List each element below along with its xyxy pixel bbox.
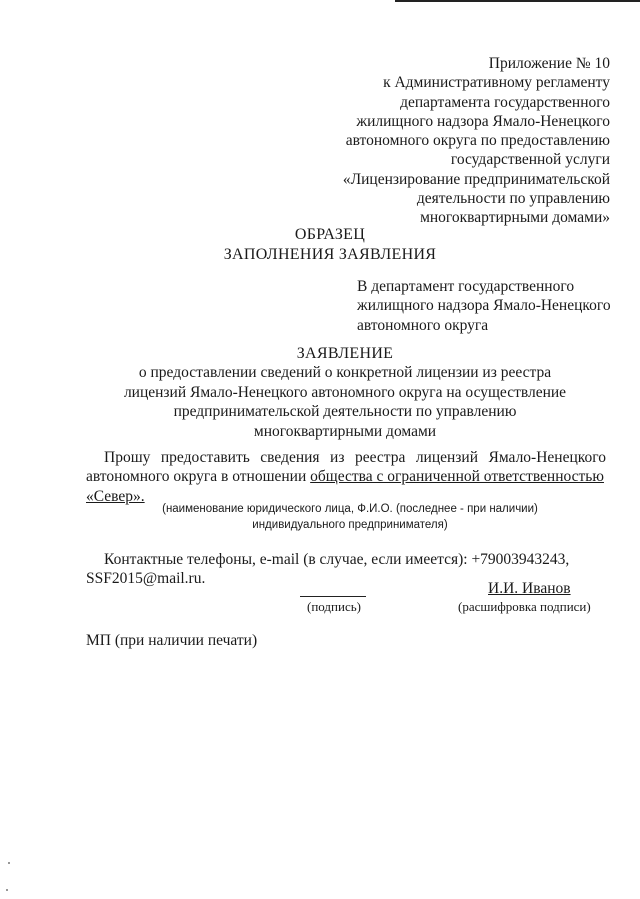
request-word: Прошу — [104, 449, 151, 466]
statement-heading: ЗАЯВЛЕНИЕ — [296, 345, 394, 362]
appendix-line: «Лицензирование предпринимательской — [342, 170, 610, 188]
addressee-block — [357, 277, 627, 335]
top-edge-rule — [395, 0, 640, 2]
scan-speck — [6, 889, 8, 891]
stamp-note: МП (при наличии печати) — [86, 632, 258, 649]
appendix-line: жилищного надзора Ямало-Ненецкого — [356, 112, 610, 130]
scan-speck — [8, 862, 10, 864]
request-line-1 — [86, 448, 606, 467]
appendix-line: многоквартирными домами» — [420, 209, 610, 227]
addressee-line: автономного округа — [357, 316, 489, 334]
appendix-line: государственной услуги — [450, 151, 610, 169]
appendix-line: департамента государственного — [400, 93, 610, 111]
name-note-line2: индивидуального предпринимателя) — [252, 518, 448, 531]
request-paragraph — [86, 448, 606, 506]
statement-subject-line: многоквартирными домами — [253, 422, 437, 440]
contacts-line1: Контактные телефоны, e-mail (в случае, если имеется): +79003943243, — [104, 551, 570, 568]
request-line-2-prefix: автономного округа в отношении — [86, 468, 311, 486]
statement-subject-line: о предоставлении сведений о конкретной лицензии из реестра — [138, 364, 552, 382]
request-word: Ямало-Ненецкого — [488, 449, 606, 466]
signature-label: (подпись) — [307, 599, 361, 614]
contacts-line2: SSF2015@mail.ru. — [86, 570, 206, 588]
request-word: сведения — [260, 449, 320, 466]
appendix-line: деятельности по управлению — [416, 190, 610, 208]
appendix-line: Приложение № 10 — [488, 55, 610, 72]
name-note-line1: (наименование юридического лица, Ф.И.О. (последнее - при наличии) — [162, 503, 538, 515]
addressee-line: жилищного надзора Ямало-Ненецкого — [357, 297, 611, 315]
appendix-reference — [280, 54, 610, 228]
addressee-line: В департамент государственного — [357, 278, 575, 295]
signature-decode-label: (расшифровка подписи) — [458, 599, 591, 614]
signatory-name: И.И. Иванов — [488, 580, 571, 597]
organization-name: «Север». — [86, 487, 145, 505]
sample-title-line1: ОБРАЗЕЦ — [294, 226, 366, 243]
organization-form: общества с ограниченной ответственностью — [310, 468, 604, 486]
request-line-2 — [86, 467, 606, 486]
request-word: предоставить — [160, 449, 250, 466]
request-word: реестра — [354, 449, 406, 466]
appendix-line: к Административному регламенту — [383, 74, 610, 92]
signature-line — [300, 596, 366, 597]
sample-title-line2: ЗАПОЛНЕНИЯ ЗАЯВЛЕНИЯ — [223, 246, 437, 263]
name-field-note — [100, 502, 600, 533]
request-word: из — [330, 449, 345, 466]
statement-subject-line: предпринимательской деятельности по управлению — [173, 403, 517, 421]
appendix-line: автономного округа по предоставлению — [345, 132, 610, 150]
sample-title — [0, 225, 640, 265]
statement-subject-line: лицензий Ямало-Ненецкого автономного округа на осуществление — [123, 383, 567, 401]
request-word: лицензий — [415, 449, 479, 466]
statement-heading-block — [0, 344, 640, 441]
